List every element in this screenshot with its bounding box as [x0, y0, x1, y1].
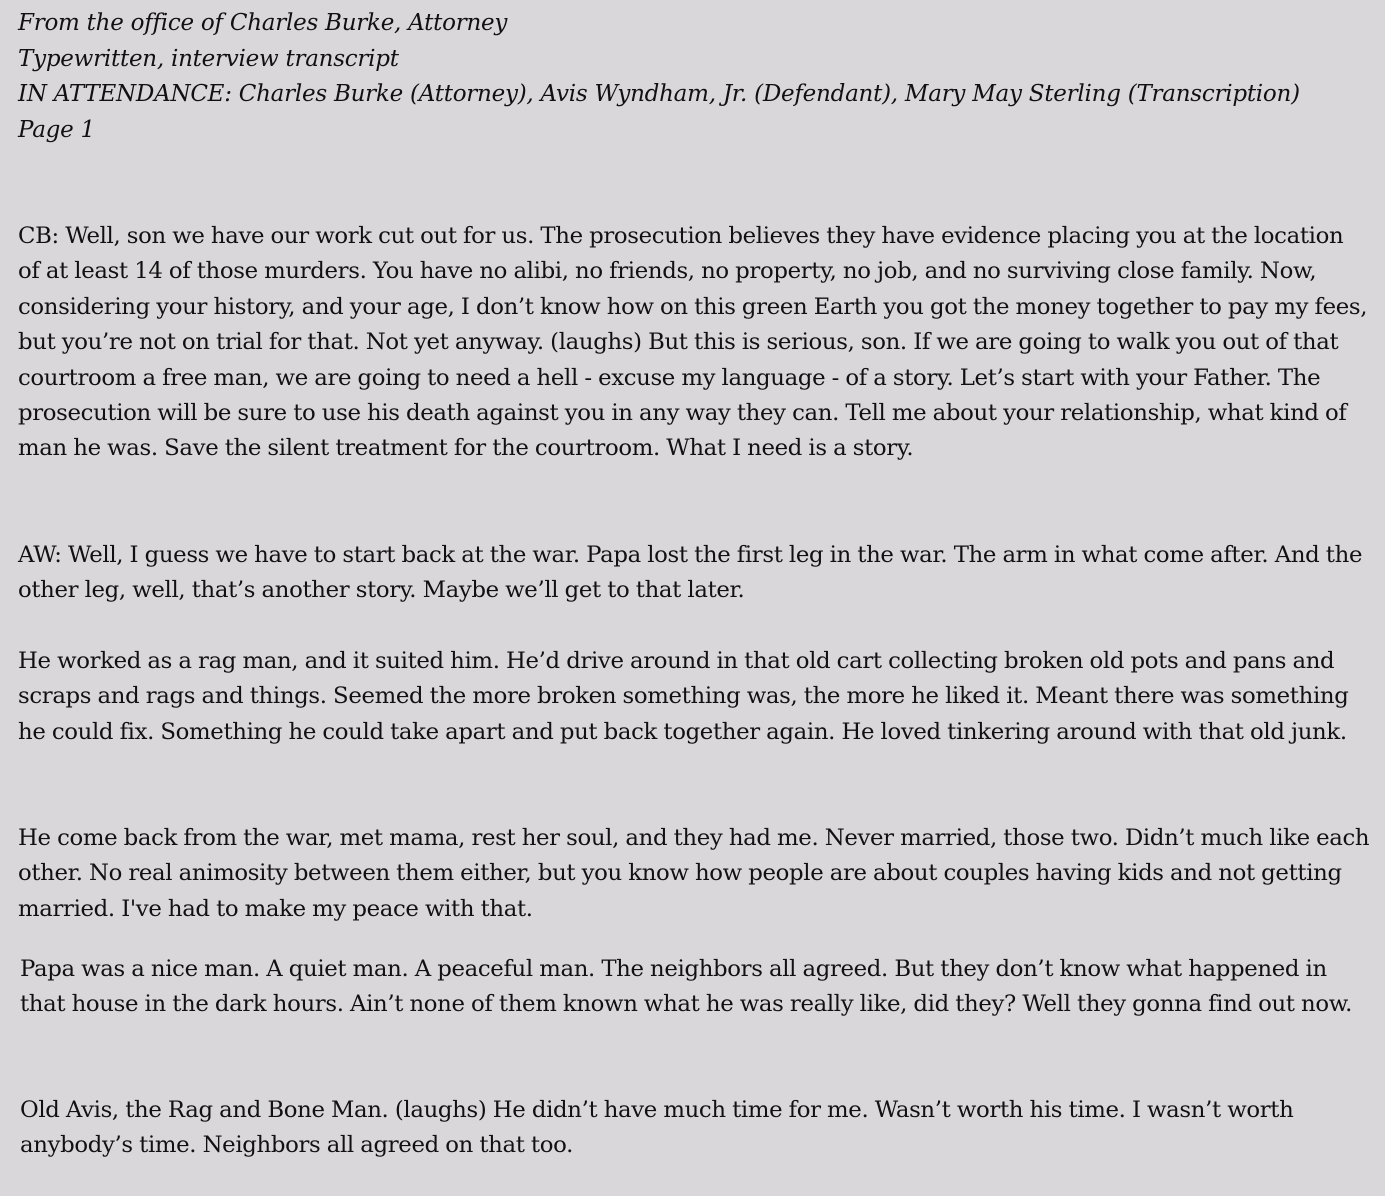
page-number: Page 1 [18, 116, 95, 143]
transcript-paragraph: Papa was a nice man. A quiet man. A peaceful man. The neighbors all agreed. But they don’t know what happened in that house in the dark hours. Ain’t none of them known what he was really like, did they? Well they gonna find out now. [20, 956, 1353, 1018]
transcript-paragraph: CB: Well, son we have our work cut out for us. The prosecution believes they have evidence placing you at the location of at least 14 of those murders. You have no alibi, no friends, no property, no job, and no surviving close family. Now, considering your history, and your age, I don’t know how on this green Earth you got the money together to pay my fees, but you’re not on trial for that. Not yet anyway. (laughs) But this is serious, son. If we are going to walk you out of that courtroom a free man, we are going to need a hell - excuse my language - of a story. Let’s start with your Father. The prosecution will be sure to use his death against you in any way they can. Tell me about your relationship, what kind of man he was. Save the silent treatment for the courtroom. What I need is a story. [18, 223, 1368, 462]
document-type-line: Typewritten, interview transcript [18, 45, 399, 72]
transcript-paragraph: He come back from the war, met mama, rest her soul, and they had me. Never married, those two. Didn’t much like each other. No real animosity between them either, but you know how people are about couples having kids and not getting married. I've had to make my peace with that. [18, 825, 1370, 922]
transcript-paragraph: He worked as a rag man, and it suited him. He’d drive around in that old cart collecting broken old pots and pans and scraps and rags and things. Seemed the more broken something was, the more he liked it. Meant there was something he could fix. Something he could take apart and put back together again. He loved tinkering around with that old junk. [18, 648, 1349, 745]
document-header [18, 6, 1373, 148]
attendance-line: IN ATTENDANCE: Charles Burke (Attorney), Avis Wyndham, Jr. (Defendant), Mary May Sterling (Transcription) [18, 81, 1300, 107]
transcript-paragraph: Old Avis, the Rag and Bone Man. (laughs) He didn’t have much time for me. Wasn’t worth his time. I wasn’t worth anybody’s time. Neighbors all agreed on that too. [20, 1097, 1294, 1159]
transcript-paragraph: AW: Well, I guess we have to start back at the war. Papa lost the first leg in the war. The arm in what come after. And the other leg, well, that’s another story. Maybe we’ll get to that later. [18, 542, 1363, 604]
office-line: From the office of Charles Burke, Attorney [18, 10, 508, 36]
